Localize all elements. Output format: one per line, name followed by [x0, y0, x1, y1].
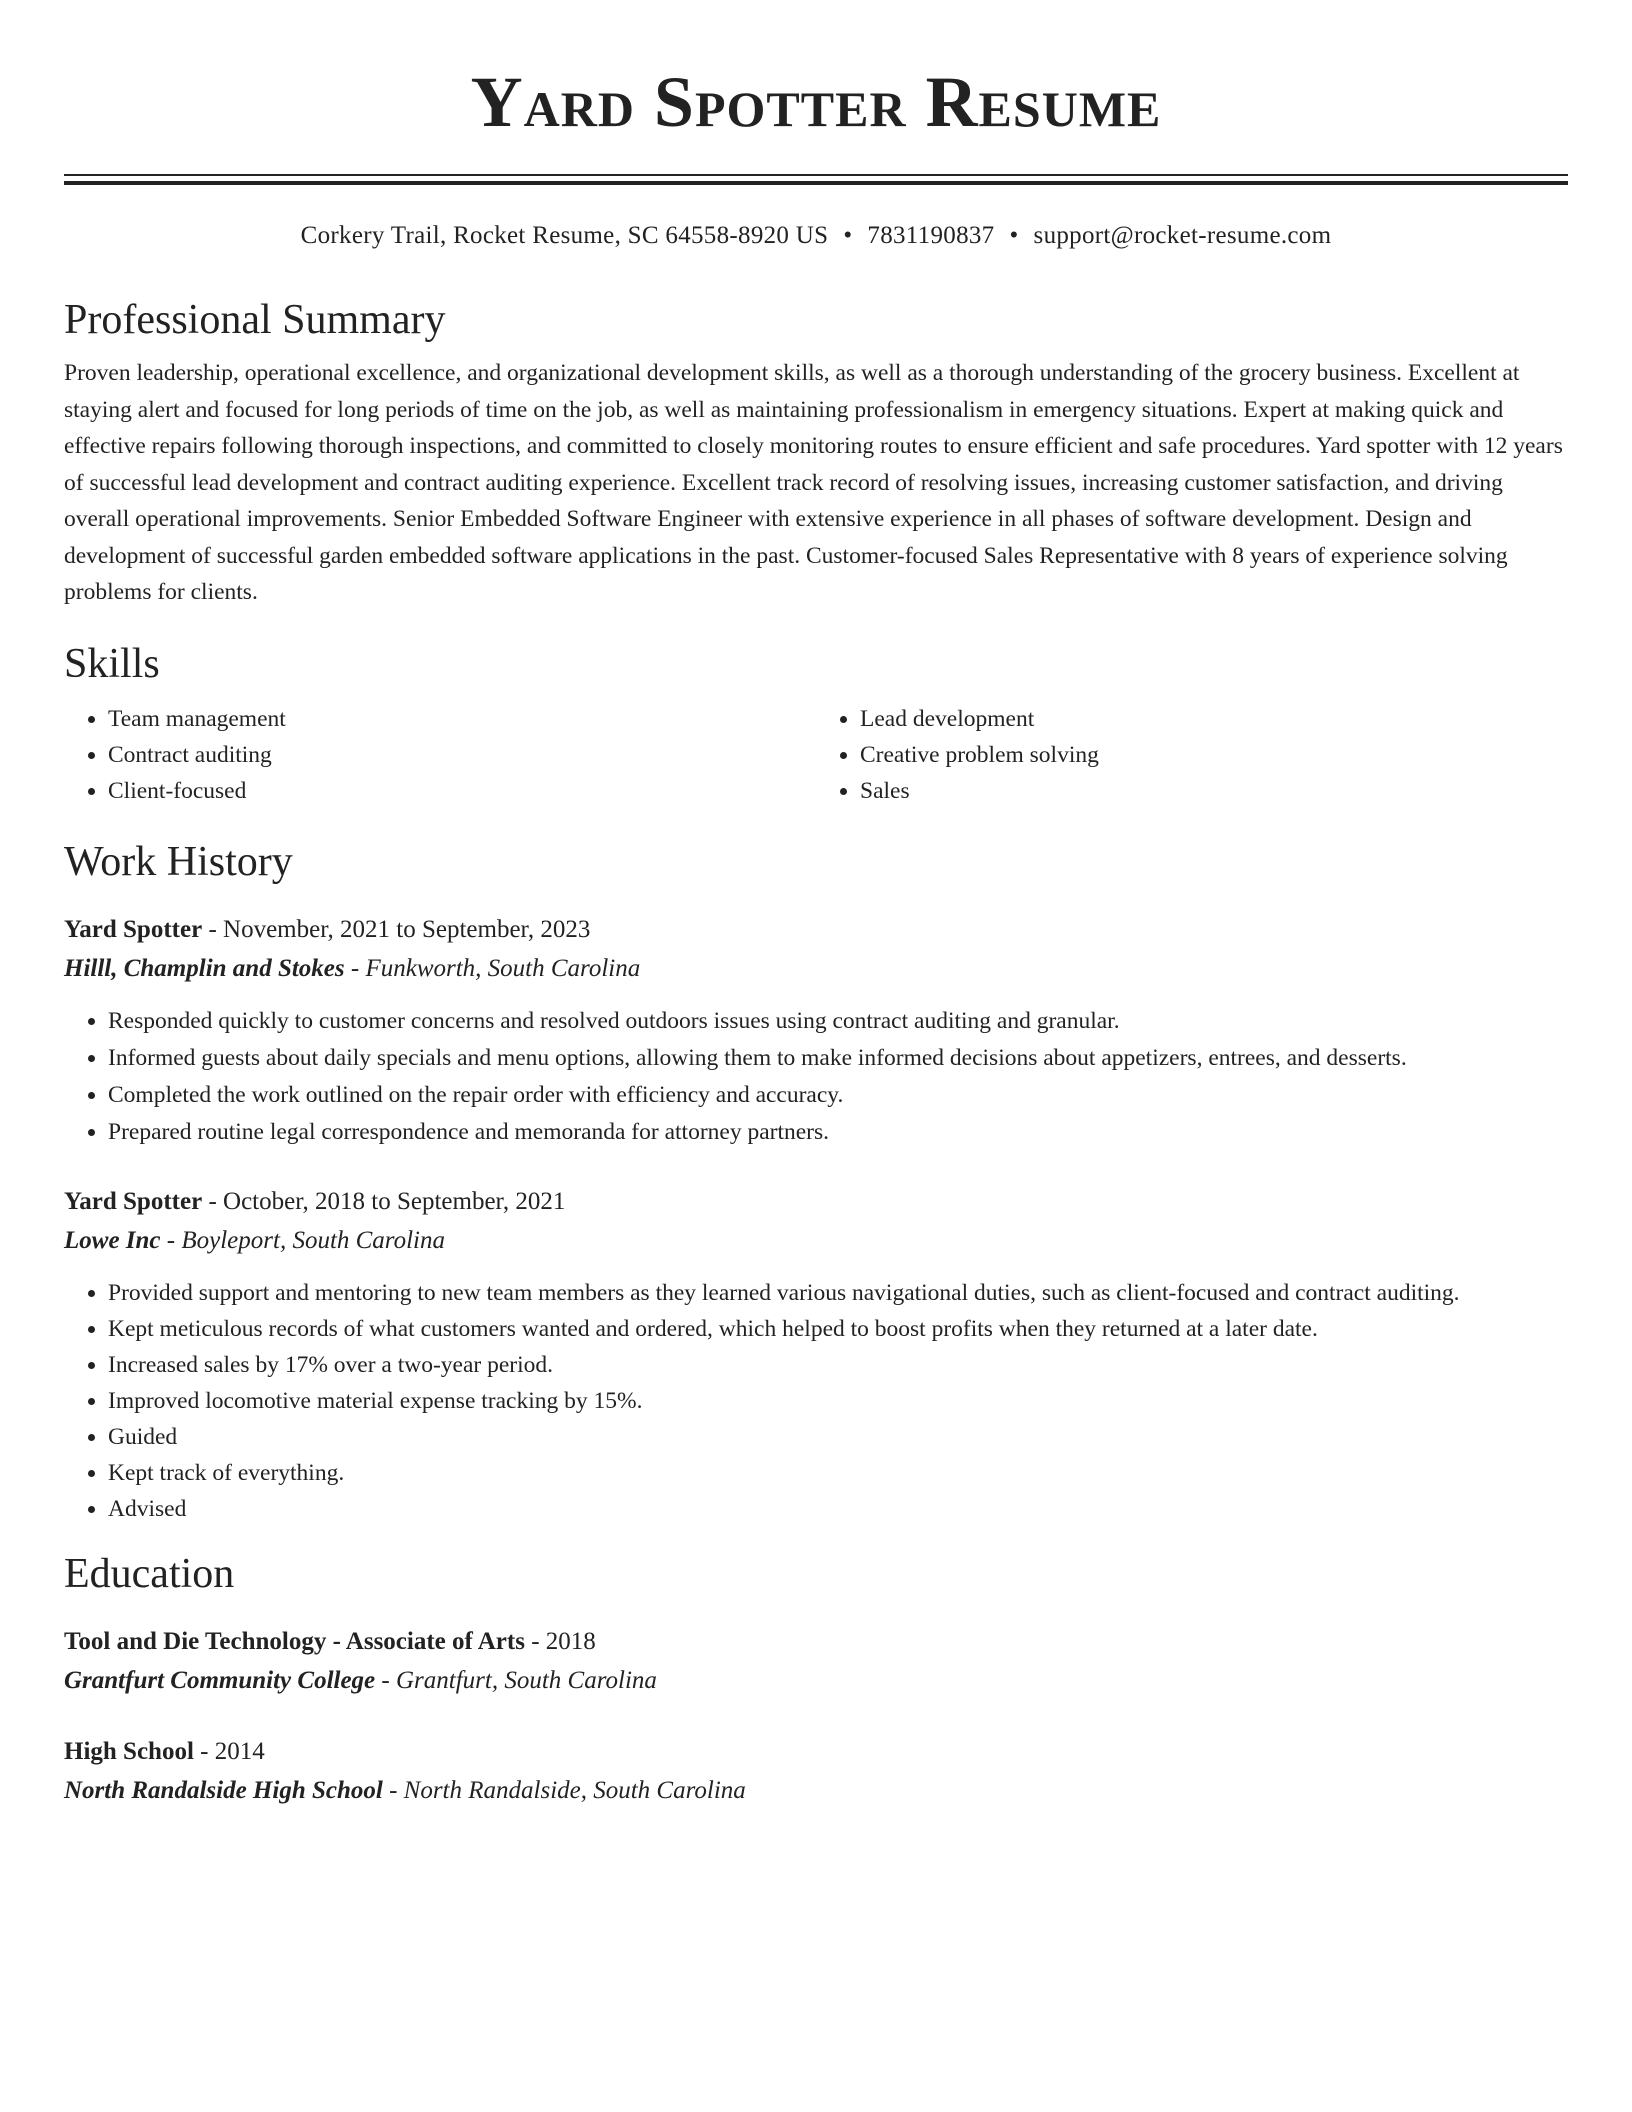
school-name: North Randalside High School: [64, 1776, 383, 1804]
education-header: [64, 1623, 1568, 1661]
job-bullet: • Provided support and mentoring to new team members as they learned various navigational duties, such as client-focused and contract auditing.: [108, 1275, 1568, 1311]
skills-columns: [64, 701, 1568, 809]
job-employer: [64, 1221, 1568, 1261]
contact-email: support@rocket-resume.com: [1033, 222, 1332, 249]
education-entry: [64, 1733, 1568, 1811]
section-heading: Education: [64, 1550, 235, 1597]
contact-phone: 7831190837: [867, 222, 995, 249]
contact-address: Corkery Trail, Rocket Resume, SC 64558-8920 US: [300, 222, 829, 249]
company-name: Lowe Inc: [64, 1226, 161, 1254]
job-entry: [64, 1183, 1568, 1527]
graduation-year: - 2014: [193, 1737, 265, 1765]
job-bullet: • Improved locomotive material expense tracking by 15%.: [108, 1383, 1568, 1419]
company-location: - Funkworth, South Carolina: [344, 954, 641, 982]
degree: Tool and Die Technology - Associate of Arts: [64, 1627, 525, 1655]
skills-list-left: [64, 701, 816, 809]
job-title: Yard Spotter: [64, 1187, 203, 1215]
school-location: - North Randalside, South Carolina: [382, 1776, 746, 1804]
contact-separator: •: [1009, 222, 1019, 249]
degree: High School: [64, 1737, 194, 1765]
contact-line: [64, 221, 1568, 251]
skills-section: [64, 639, 1568, 809]
graduation-year: - 2018: [524, 1627, 596, 1655]
job-header: [64, 1183, 1568, 1221]
job-bullet: • Prepared routine legal correspondence and memoranda for attorney partners.: [108, 1114, 1568, 1151]
education-section: [64, 1549, 1568, 1811]
skills-list-right: [816, 701, 1568, 809]
school-location: - Grantfurt, South Carolina: [375, 1666, 657, 1694]
header-divider-thin: [64, 174, 1568, 176]
job-dates: - November, 2021 to September, 2023: [202, 915, 591, 943]
job-bullet: • Completed the work outlined on the repair order with efficiency and accuracy.: [108, 1077, 1568, 1114]
education-school: [64, 1661, 1568, 1701]
education-header: [64, 1733, 1568, 1771]
job-employer: [64, 949, 1568, 989]
skill-item: • Sales: [860, 773, 1568, 809]
section-heading: Work History: [64, 838, 293, 885]
skill-item: • Lead development: [860, 701, 1568, 737]
job-header: [64, 911, 1568, 949]
professional-summary-section: [64, 295, 1568, 611]
job-bullet: • Kept meticulous records of what customers wanted and ordered, which helped to boost profits when they returned at a later date.: [108, 1311, 1568, 1347]
education-entry: [64, 1623, 1568, 1701]
section-heading: Skills: [64, 640, 160, 687]
job-bullet: • Guided: [108, 1419, 1568, 1455]
skill-item: • Creative problem solving: [860, 737, 1568, 773]
work-history-section: [64, 837, 1568, 1527]
contact-separator: •: [843, 222, 853, 249]
company-name: Hilll, Champlin and Stokes: [64, 954, 345, 982]
job-title: Yard Spotter: [64, 915, 203, 943]
section-heading: Professional Summary: [64, 297, 446, 343]
job-bullet: • Increased sales by 17% over a two-year period.: [108, 1347, 1568, 1383]
job-bullet: • Advised: [108, 1491, 1568, 1527]
summary-text: Proven leadership, operational excellence, and organizational development skills, as well as a thorough understanding of the grocery business. Excellent at staying alert and focused for long periods of time on the job, as well as maintaining professionalism in emergency situations. Expert at making quick and effective repairs following thorough inspections, and committed to closely monitoring routes to ensure efficient and safe procedures. Yard spotter with 12 years of successful lead development and contract auditing experience. Excellent track record of resolving issues, increasing customer satisfaction, and driving overall operational improvements. Senior Embedded Software Engineer with extensive experience in all phases of software development. Design and development of successful garden embedded software applications in the past. Customer-focused Sales Representative with 8 years of experience solving problems for clients.: [64, 360, 1563, 605]
header-divider-thick: [64, 181, 1568, 185]
skill-item: • Contract auditing: [108, 737, 816, 773]
job-bullet: • Kept track of everything.: [108, 1455, 1568, 1491]
job-dates: - October, 2018 to September, 2021: [202, 1187, 566, 1215]
job-bullet: • Informed guests about daily specials and menu options, allowing them to make informed decisions about appetizers, entrees, and desserts.: [108, 1040, 1568, 1077]
school-name: Grantfurt Community College: [64, 1666, 376, 1694]
skill-item: • Client-focused: [108, 773, 816, 809]
skill-item: • Team management: [108, 701, 816, 737]
job-entry: [64, 911, 1568, 1151]
resume-title: Yard Spotter Resume: [470, 62, 1162, 142]
job-bullets: [64, 1275, 1568, 1527]
job-bullet: • Responded quickly to customer concerns and resolved outdoors issues using contract auditing and granular.: [108, 1003, 1568, 1040]
job-bullets: [64, 1003, 1568, 1151]
education-school: [64, 1771, 1568, 1811]
company-location: - Boyleport, South Carolina: [160, 1226, 446, 1254]
